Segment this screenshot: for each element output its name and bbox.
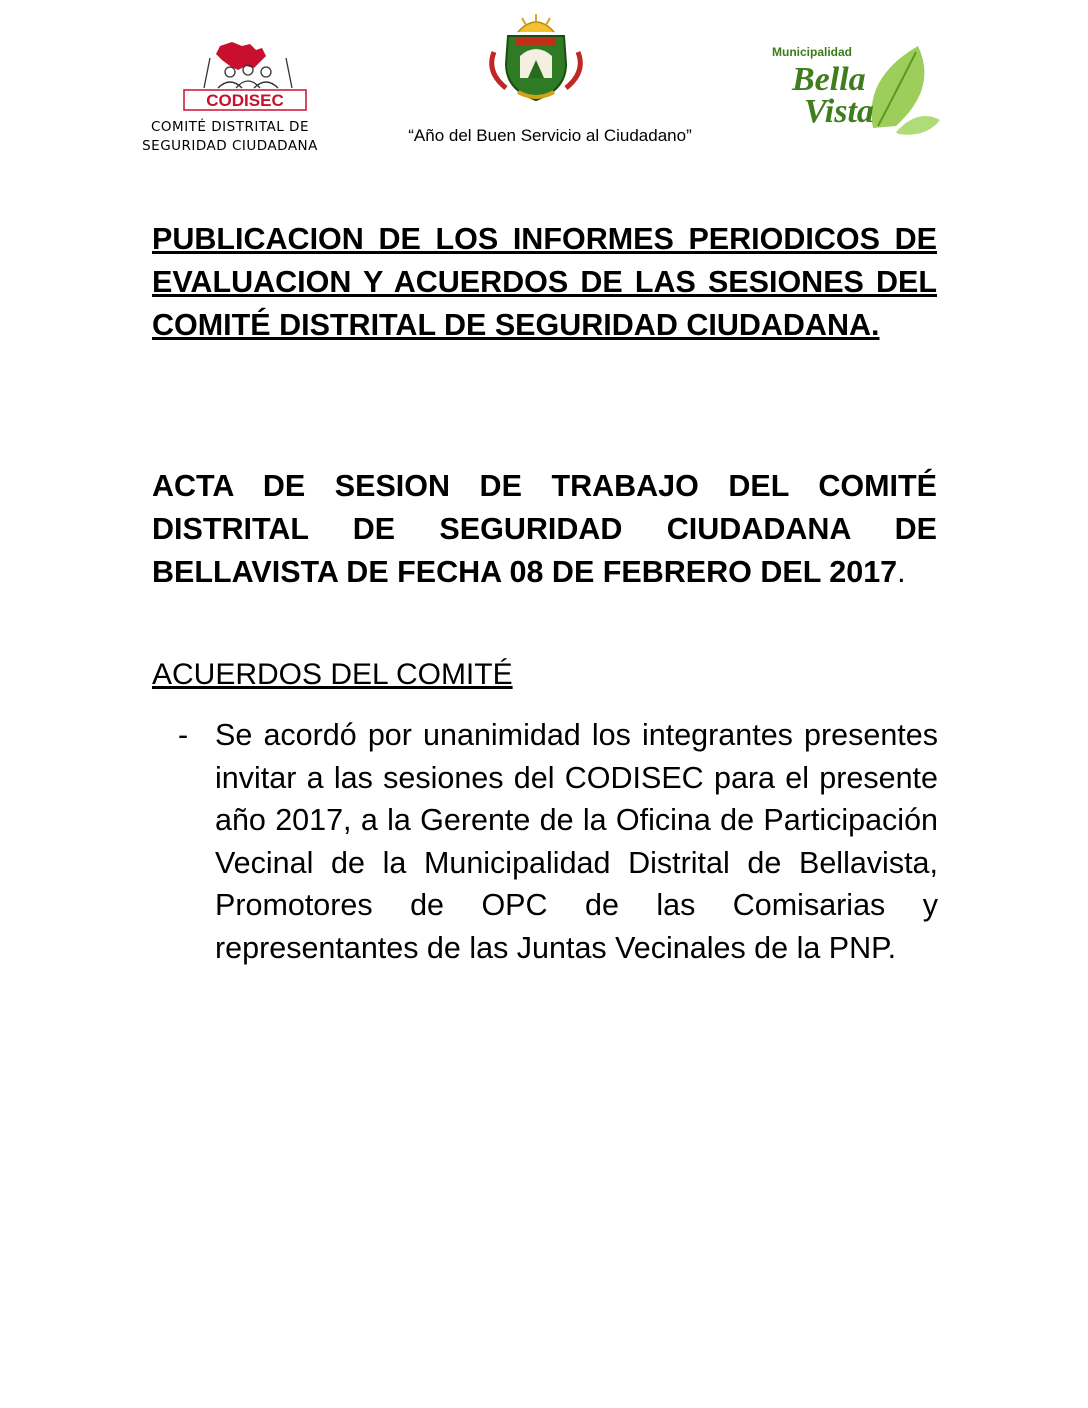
codisec-emblem-icon [170,38,320,116]
section-heading: ACUERDOS DEL COMITÉ [152,658,513,691]
codisec-caption-line2: SEGURIDAD CIUDADANA [142,138,318,154]
agreement-item [178,714,938,969]
svg-text:Bella: Bella [792,61,866,98]
codisec-caption-line1: COMITÉ DISTRITAL DE [151,119,309,135]
bullet-dash: - [178,718,189,752]
acta-title [152,465,937,594]
bellavista-logo [768,38,943,138]
svg-text:Vista: Vista [804,93,874,130]
publication-title: PUBLICACION DE LOS INFORMES PERIODICOS DE EVALUACION Y ACUERDOS DE LAS SESIONES DEL COMITÉ DISTRITAL DE SEGURIDAD CIUDADANA. [152,222,937,342]
codisec-logo [170,38,320,116]
acta-title-text: ACTA DE SESION DE TRABAJO DEL COMITÉ DISTRITAL DE SEGURIDAD CIUDADANA DE BELLAVISTA DE FECHA 08 DE FEBRERO DEL 2017 [152,469,937,589]
municipal-crest [480,12,592,104]
svg-text:Municipalidad: Municipalidad [772,45,853,59]
agreement-text: Se acordó por unanimidad los integrantes presentes invitar a las sesiones del CODISEC para el presente año 2017, a la Gerente de la Oficina de Participación Vecinal de la Municipalidad Distrital de Bellavista, Promotores de OPC de las Comisarias y representantes de las Juntas Vecinales de la PNP. [215,718,938,965]
svg-text:CODISEC: CODISEC [206,91,284,110]
year-motto: “Año del Buen Servicio al Ciudadano” [408,126,692,145]
crest-icon [480,12,592,104]
bellavista-leaf-icon [768,38,943,138]
acta-title-end: . [897,555,906,589]
codisec-caption [120,118,340,156]
